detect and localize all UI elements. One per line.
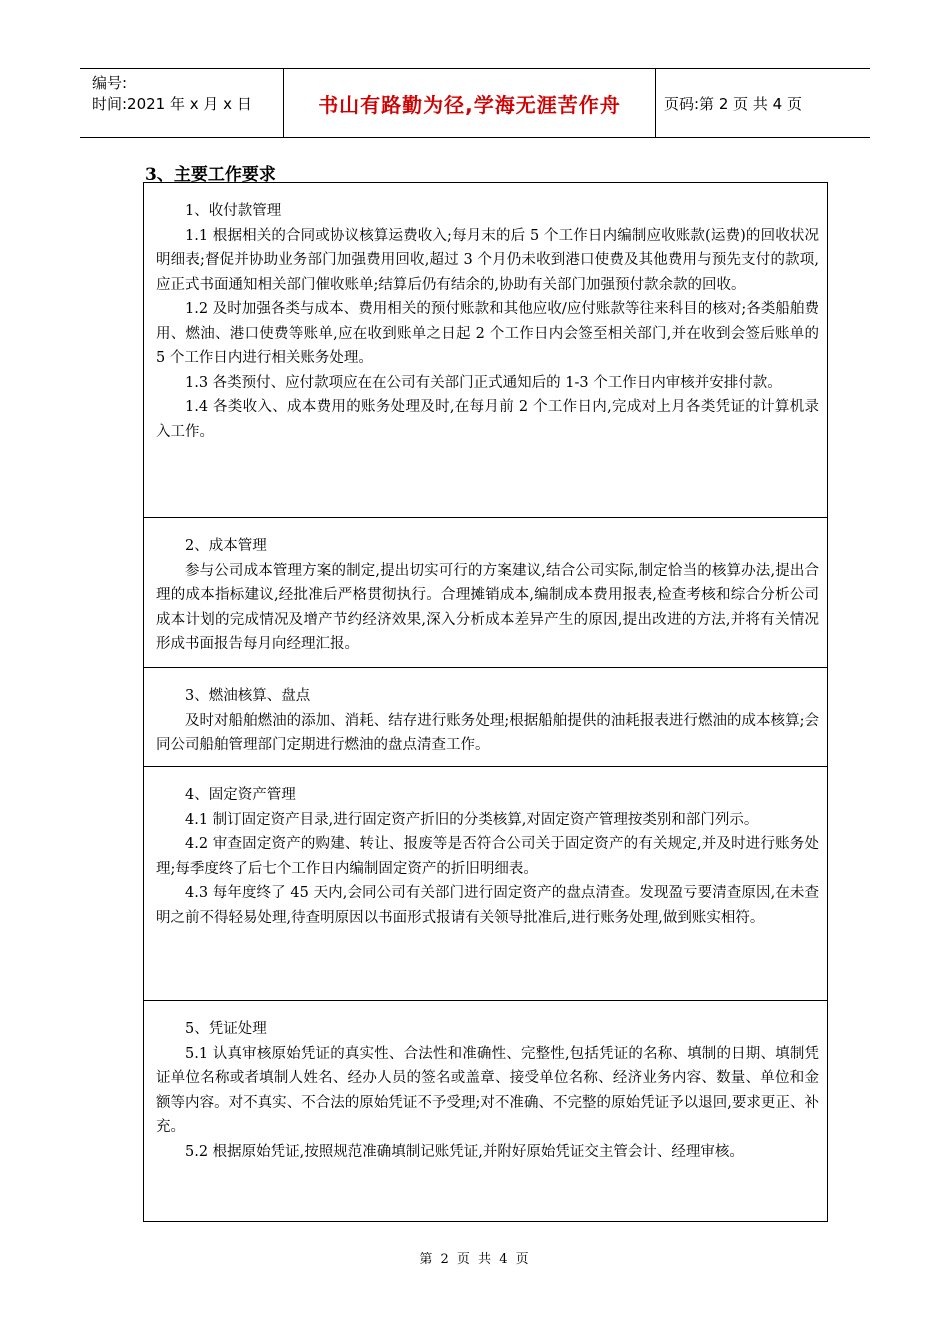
paragraph: 1.1 根据相关的合同或协议核算运费收入;每月末的后 5 个工作日内编制应收账款(运费)的回收状况明细表;督促并协助业务部门加强费用回收,超过 3 个月仍未收到港口使费及其他费用与预先支付的款项,应正式书面通知相关部门催收账单;结算后仍有结余的,协助有关部门加强预付款余款的回收。 <box>156 227 819 293</box>
section-title: 3、主要工作要求 <box>145 165 276 185</box>
header-info <box>80 69 284 137</box>
section-cell-1 <box>144 183 827 518</box>
section-heading: 2、成本管理 <box>185 538 267 554</box>
paragraph: 1.2 及时加强各类与成本、费用相关的预付账款和其他应收/应付账款等往来科目的核对;各类船舶费用、燃油、港口使费等账单,应在收到账单之日起 2 个工作日内会签至相关部门,并在收到会签后账单的 5 个工作日内进行相关账务处理。 <box>156 301 819 366</box>
number-label: 编号: <box>92 74 128 92</box>
section-heading: 1、收付款管理 <box>185 203 282 219</box>
motto: 书山有路勤为径,学海无涯苦作舟 <box>284 69 656 137</box>
section-cell-3 <box>144 668 827 767</box>
paragraph: 4.1 制订固定资产目录,进行固定资产折旧的分类核算,对固定资产管理按类别和部门列示。 <box>185 811 759 828</box>
section-heading: 4、固定资产管理 <box>185 787 296 803</box>
page-footer: 第 2 页 共 4 页 <box>419 1252 531 1267</box>
page-header <box>80 68 870 138</box>
section-heading: 3、燃油核算、盘点 <box>185 688 311 704</box>
paragraph: 4.3 每年度终了 45 天内,会同公司有关部门进行固定资产的盘点清查。发现盈亏要清查原因,在未查明之前不得轻易处理,待查明原因以书面形式报请有关领导批准后,进行账务处理,做到账实相符。 <box>156 885 819 926</box>
paragraph: 1.4 各类收入、成本费用的账务处理及时,在每月前 2 个工作日内,完成对上月各类凭证的计算机录入工作。 <box>156 399 819 440</box>
section-cell-2 <box>144 518 827 668</box>
paragraph: 4.2 审查固定资产的购建、转让、报废等是否符合公司关于固定资产的有关规定,并及时进行账务处理;每季度终了后七个工作日内编制固定资产的折旧明细表。 <box>156 836 819 877</box>
section-heading: 5、凭证处理 <box>185 1021 267 1037</box>
paragraph: 1.3 各类预付、应付款项应在在公司有关部门正式通知后的 1-3 个工作日内审核并安排付款。 <box>185 374 782 391</box>
section-cell-4 <box>144 767 827 1001</box>
paragraph: 5.1 认真审核原始凭证的真实性、合法性和准确性、完整性,包括凭证的名称、填制的日期、填制凭证单位名称或者填制人姓名、经办人员的签名或盖章、接受单位名称、经济业务内容、数量、单位和金额等内容。对不真实、不合法的原始凭证不予受理;对不准确、不完整的原始凭证予以退回,要求更正、补充。 <box>156 1045 819 1135</box>
paragraph: 5.2 根据原始凭证,按照规范准确填制记账凭证,并附好原始凭证交主管会计、经理审核。 <box>185 1143 744 1160</box>
paragraph: 及时对船舶燃油的添加、消耗、结存进行账务处理;根据船舶提供的油耗报表进行燃油的成本核算;会同公司船舶管理部门定期进行燃油的盘点清查工作。 <box>156 712 819 753</box>
page-label: 页码:第 2 页 共 4 页 <box>664 94 802 113</box>
section-cell-5 <box>144 1001 827 1221</box>
requirements-table <box>143 182 828 1222</box>
paragraph: 参与公司成本管理方案的制定,提出切实可行的方案建议,结合公司实际,制定恰当的核算办法,提出合理的成本指标建议,经批准后严格贯彻执行。合理摊销成本,编制成本费用报表,检查考核和综合分析公司成本计划的完成情况及增产节约经济效果,深入分析成本差异产生的原因,提出改进的方法,并将有关情况形成书面报告每月向经理汇报。 <box>156 562 819 652</box>
time-label: 时间:2021 年 x 月 x 日 <box>92 95 252 113</box>
